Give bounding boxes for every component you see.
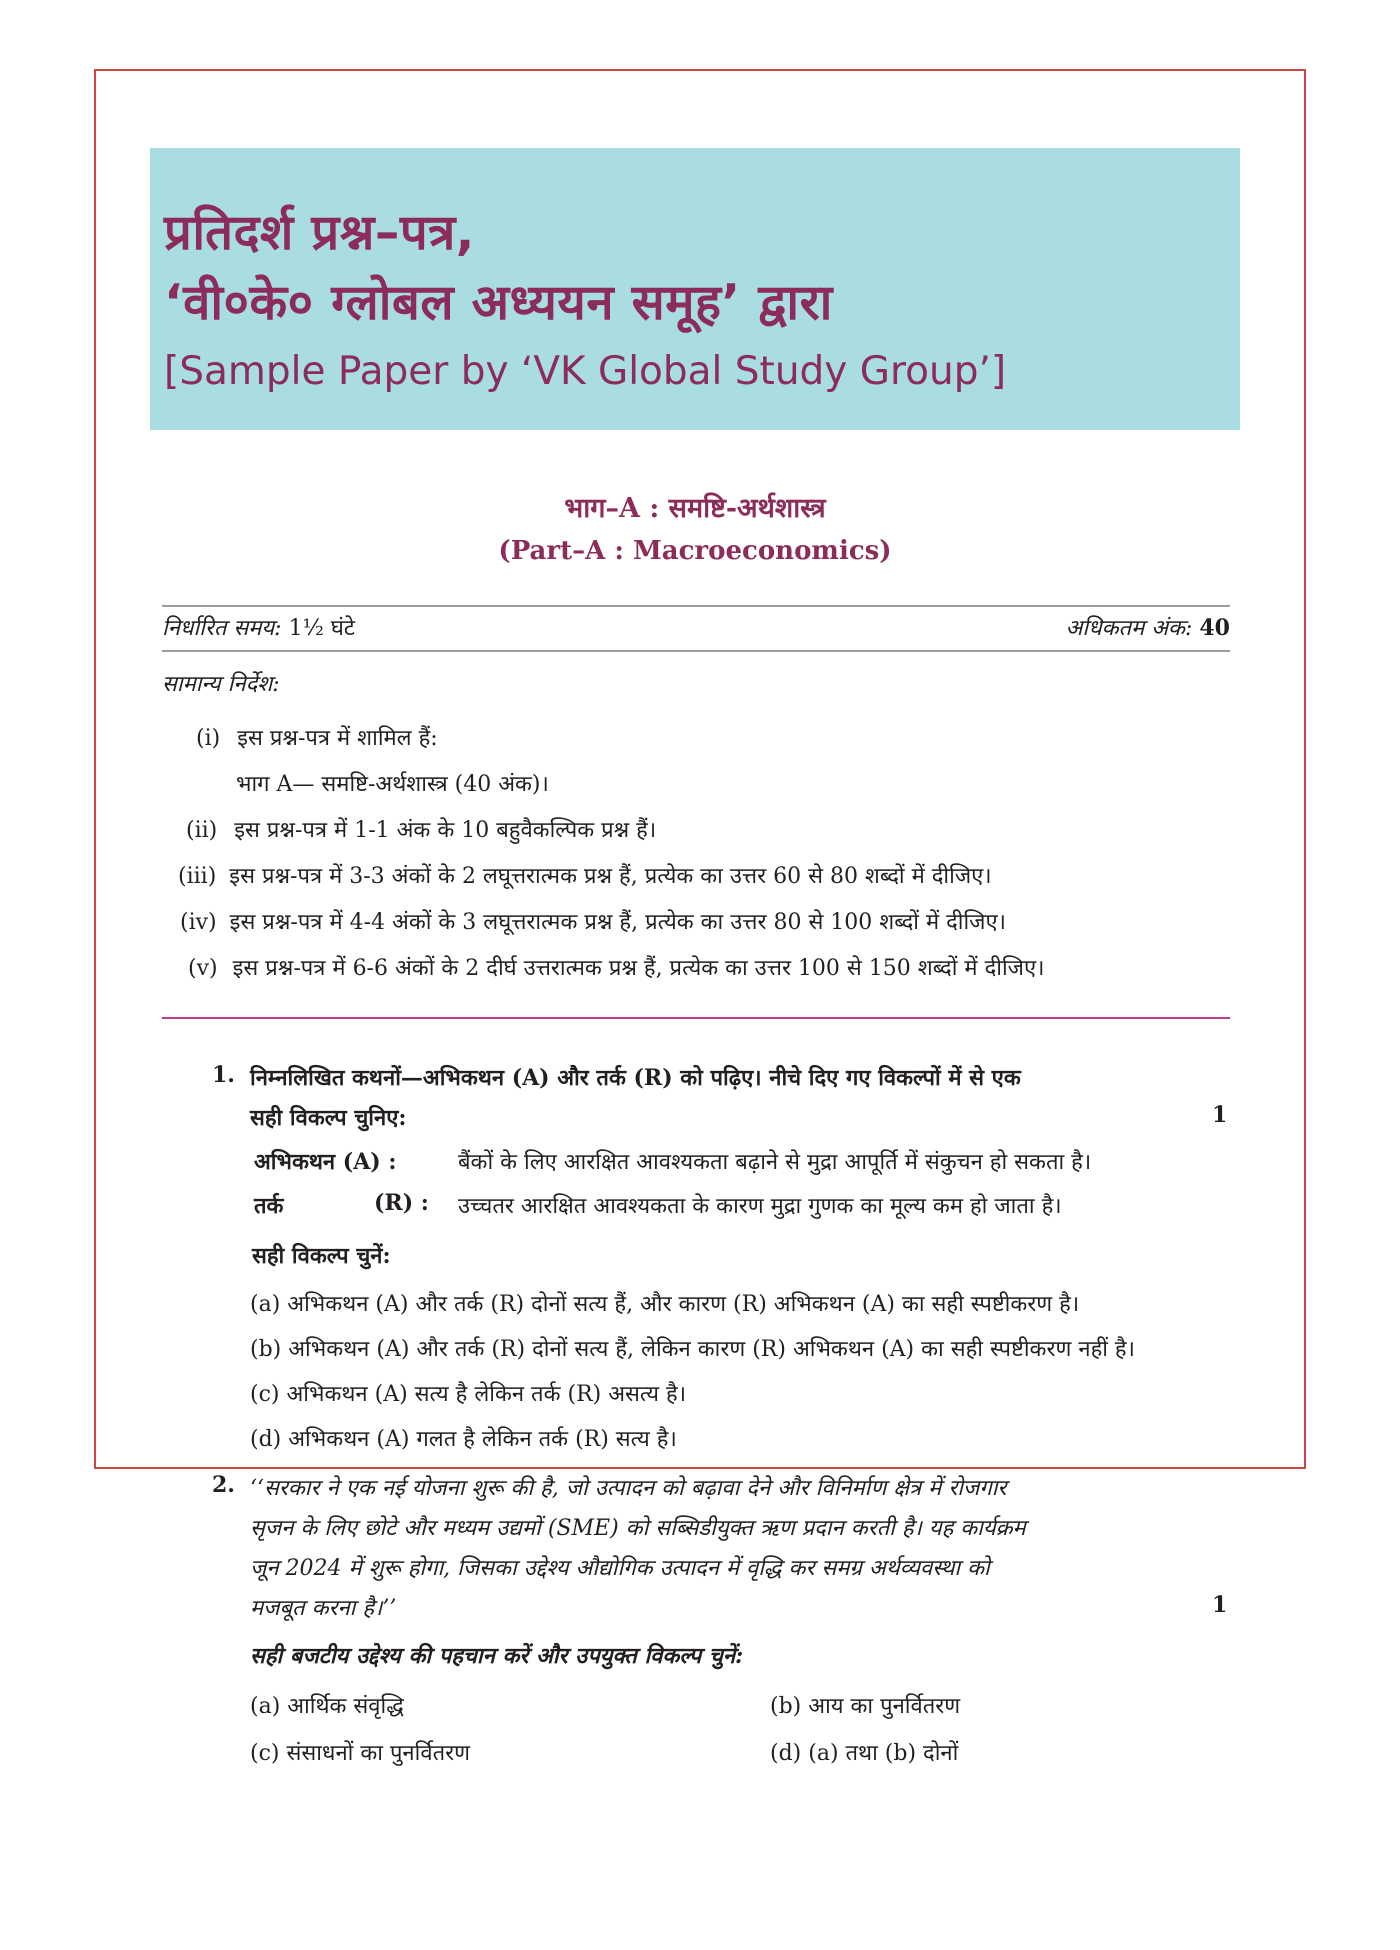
max-marks <box>1066 612 1230 642</box>
question-2-option-c: (c) संसाधनों का पुनर्वितरण <box>250 1741 471 1766</box>
title-hindi-line-2: ‘वी०के० ग्लोबल अध्ययन समूह’ द्वारा <box>164 274 833 331</box>
general-instructions-heading: सामान्य निर्देश: <box>162 672 280 697</box>
reason-text: उच्चतर आरक्षित आवश्यकता के कारण मुद्रा गुणक का मूल्य कम हो जाता है। <box>458 1194 1062 1219</box>
instruction-text: इस प्रश्न-पत्र में 6-6 अंकों के 2 दीर्घ उत्तरात्मक प्रश्न हैं, प्रत्येक का उत्तर 100 से 150 शब्दों में दीजिए। <box>232 956 1045 981</box>
instruction-text: इस प्रश्न-पत्र में 4-4 अंकों के 3 लघूत्तरात्मक प्रश्न हैं, प्रत्येक का उत्तर 80 से 100 शब्दों में दीजिए। <box>229 910 1007 935</box>
part-title-hindi: भाग–A : समष्टि-अर्थशास्त्र <box>564 493 826 524</box>
instruction-item <box>180 906 1006 936</box>
instruction-number: (iii) <box>178 864 217 889</box>
question-2-stem-line: मजबूत करना है।’’ <box>250 1596 397 1621</box>
question-2-number: 2. <box>212 1472 235 1498</box>
question-1-number: 1. <box>212 1062 235 1088</box>
instruction-text: भाग A— समष्टि-अर्थशास्त्र (40 अंक)। <box>236 772 549 797</box>
assertion-text: बैंकों के लिए आरक्षित आवश्यकता बढ़ाने से मुद्रा आपूर्ति में संकुचन हो सकता है। <box>458 1150 1092 1175</box>
instruction-item <box>186 814 656 844</box>
instruction-number: (iv) <box>180 910 217 935</box>
question-2-option-d: (d) (a) तथा (b) दोनों <box>770 1741 959 1766</box>
question-2-option-b: (b) आय का पुनर्वितरण <box>770 1694 961 1719</box>
instruction-number: (v) <box>188 956 218 981</box>
instruction-item <box>236 768 549 798</box>
marks-label: अधिकतम अंक: <box>1065 616 1193 641</box>
question-1-stem-line-1: निम्नलिखित कथनों—अभिकथन (A) और तर्क (R) को पढ़िए। नीचे दिए गए विकल्पों में से एक <box>250 1065 1021 1091</box>
assertion-label: अभिकथन (A) : <box>254 1149 397 1175</box>
question-1-option-a: (a) अभिकथन (A) और तर्क (R) दोनों सत्य हैं, और कारण (R) अभिकथन (A) का सही स्पष्टीकरण है। <box>250 1292 1080 1317</box>
divider-top <box>162 605 1230 607</box>
question-2-option-a: (a) आर्थिक संवृद्धि <box>250 1694 404 1719</box>
title-hindi-line-1: प्रतिदर्श प्रश्न–पत्र, <box>164 204 475 261</box>
question-1-option-b: (b) अभिकथन (A) और तर्क (R) दोनों सत्य हैं, लेकिन कारण (R) अभिकथन (A) का सही स्पष्टीकरण नहीं है। <box>250 1337 1135 1362</box>
choose-option-label: सही विकल्प चुनें: <box>252 1243 391 1269</box>
question-1-stem-line-2: सही विकल्प चुनिए: <box>250 1105 407 1131</box>
marks-value: 40 <box>1199 615 1230 641</box>
instruction-text: इस प्रश्न-पत्र में शामिल हैं: <box>237 726 438 751</box>
instruction-item <box>188 952 1044 982</box>
question-1-option-d: (d) अभिकथन (A) गलत है लेकिन तर्क (R) सत्य है। <box>250 1427 677 1452</box>
question-2-stem-line: ‘‘सरकार ने एक नई योजना शुरू की है, जो उत्पादन को बढ़ावा देने और विनिर्माण क्षेत्र में रोजगार <box>250 1476 1007 1501</box>
divider-section <box>162 1017 1230 1019</box>
time-label: निर्धारित समय: <box>162 616 282 641</box>
question-2-stem-line: सृजन के लिए छोटे और मध्यम उद्यमों (SME) को सब्सिडीयुक्त ऋण प्रदान करती है। यह कार्यक्रम <box>250 1516 1026 1541</box>
question-1-option-c: (c) अभिकथन (A) सत्य है लेकिन तर्क (R) असत्य है। <box>250 1382 687 1407</box>
question-1-marks: 1 <box>1212 1102 1228 1128</box>
time-marks-row <box>162 612 1230 642</box>
question-2-marks: 1 <box>1212 1592 1228 1618</box>
title-banner <box>150 148 1240 430</box>
divider-middle <box>162 650 1230 652</box>
reason-label: तर्क <box>254 1193 284 1219</box>
question-2-stem-line: जून 2024 में शुरू होगा, जिसका उद्देश्य औद्योगिक उत्पादन में वृद्धि कर समग्र अर्थव्यवस्था को <box>250 1556 990 1581</box>
time-value: 1½ घंटे <box>288 616 355 641</box>
part-title-english: (Part–A : Macroeconomics) <box>498 536 892 566</box>
question-2-prompt: सही बजटीय उद्देश्य की पहचान करें और उपयुक्त विकल्प चुनें: <box>250 1643 744 1669</box>
title-english: [Sample Paper by ‘VK Global Study Group’] <box>164 349 1007 394</box>
time-allowed <box>162 612 355 642</box>
instruction-text: इस प्रश्न-पत्र में 1-1 अंक के 10 बहुवैकल्पिक प्रश्न हैं। <box>234 818 657 843</box>
instruction-text: इस प्रश्न-पत्र में 3-3 अंकों के 2 लघूत्तरात्मक प्रश्न हैं, प्रत्येक का उत्तर 60 से 80 शब्दों में दीजिए। <box>229 864 992 889</box>
instruction-number: (ii) <box>186 818 218 843</box>
instruction-number: (i) <box>196 726 221 751</box>
instruction-item <box>178 860 992 890</box>
reason-tag: (R) : <box>374 1190 429 1216</box>
instruction-item <box>196 722 438 752</box>
